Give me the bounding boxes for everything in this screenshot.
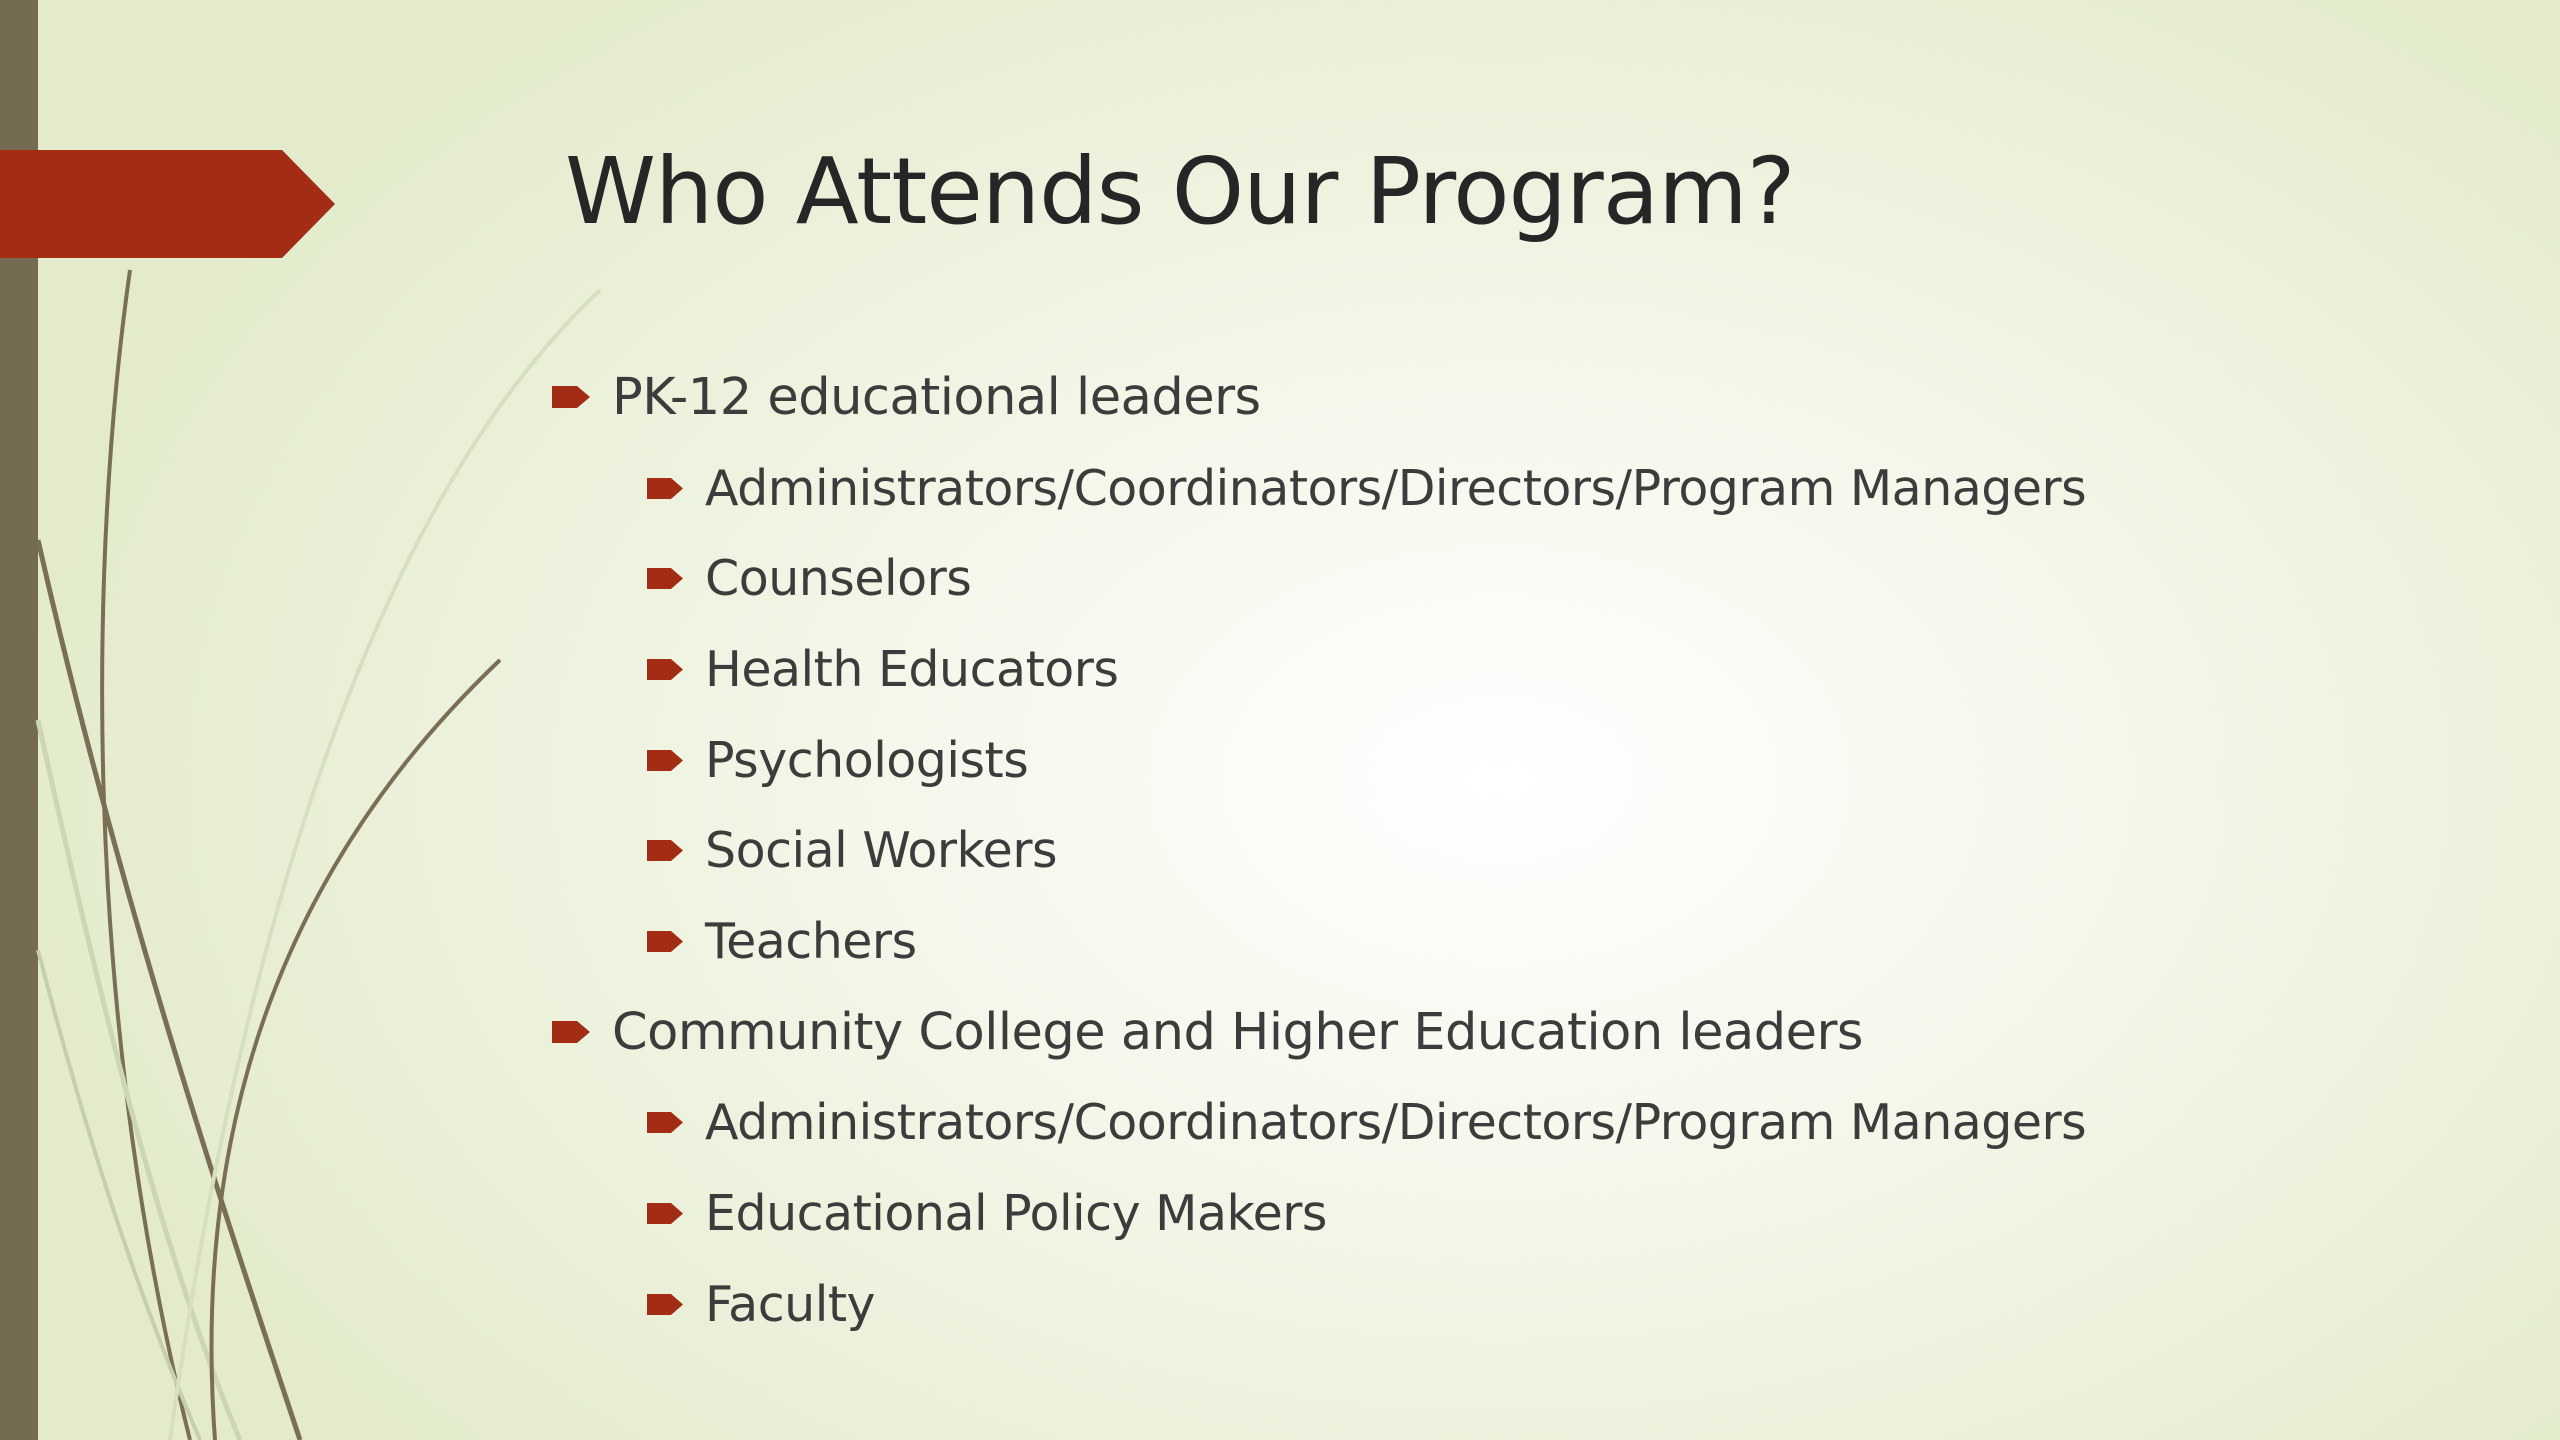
bullet-text: Social Workers — [705, 821, 1058, 879]
arrow-bullet-icon — [647, 568, 683, 589]
bullet-text: Teachers — [705, 912, 917, 970]
bullet-text: PK-12 educational leaders — [612, 367, 1261, 427]
bullet-item-level1 — [552, 987, 1863, 1077]
arrow-bullet-icon — [647, 840, 683, 861]
arrow-bullet-icon — [647, 1112, 683, 1133]
bullet-text: Faculty — [705, 1275, 876, 1333]
arrow-bullet-icon — [552, 386, 590, 408]
bullet-text: Health Educators — [705, 640, 1119, 698]
bullet-item-level2 — [647, 1168, 1327, 1258]
bullet-text: Counselors — [705, 549, 972, 607]
bullet-item-level2 — [647, 533, 971, 623]
bullet-item-level2 — [647, 624, 1118, 714]
bullet-item-level2 — [647, 896, 917, 986]
arrow-bullet-icon — [647, 478, 683, 499]
arrow-bullet-icon — [647, 750, 683, 771]
bullet-item-level2 — [647, 1259, 875, 1349]
arrow-bullet-icon — [647, 659, 683, 680]
bullet-item-level1 — [552, 352, 1261, 442]
bullet-item-level2 — [647, 443, 2086, 533]
slide-title: Who Attends Our Program? — [565, 138, 1795, 245]
bullet-item-level2 — [647, 715, 1028, 805]
arrow-bullet-icon — [647, 931, 683, 952]
arrow-bullet-icon — [647, 1294, 683, 1315]
bullet-text: Administrators/Coordinators/Directors/Program Managers — [705, 1093, 2087, 1151]
arrow-bullet-icon — [552, 1021, 590, 1043]
bullet-item-level2 — [647, 805, 1057, 895]
bullet-text: Educational Policy Makers — [705, 1184, 1327, 1242]
bullet-item-level2 — [647, 1077, 2086, 1167]
bullet-text: Administrators/Coordinators/Directors/Program Managers — [705, 459, 2087, 517]
arrow-bullet-icon — [647, 1203, 683, 1224]
bullet-text: Psychologists — [705, 731, 1029, 789]
bullet-text: Community College and Higher Education leaders — [612, 1002, 1864, 1062]
